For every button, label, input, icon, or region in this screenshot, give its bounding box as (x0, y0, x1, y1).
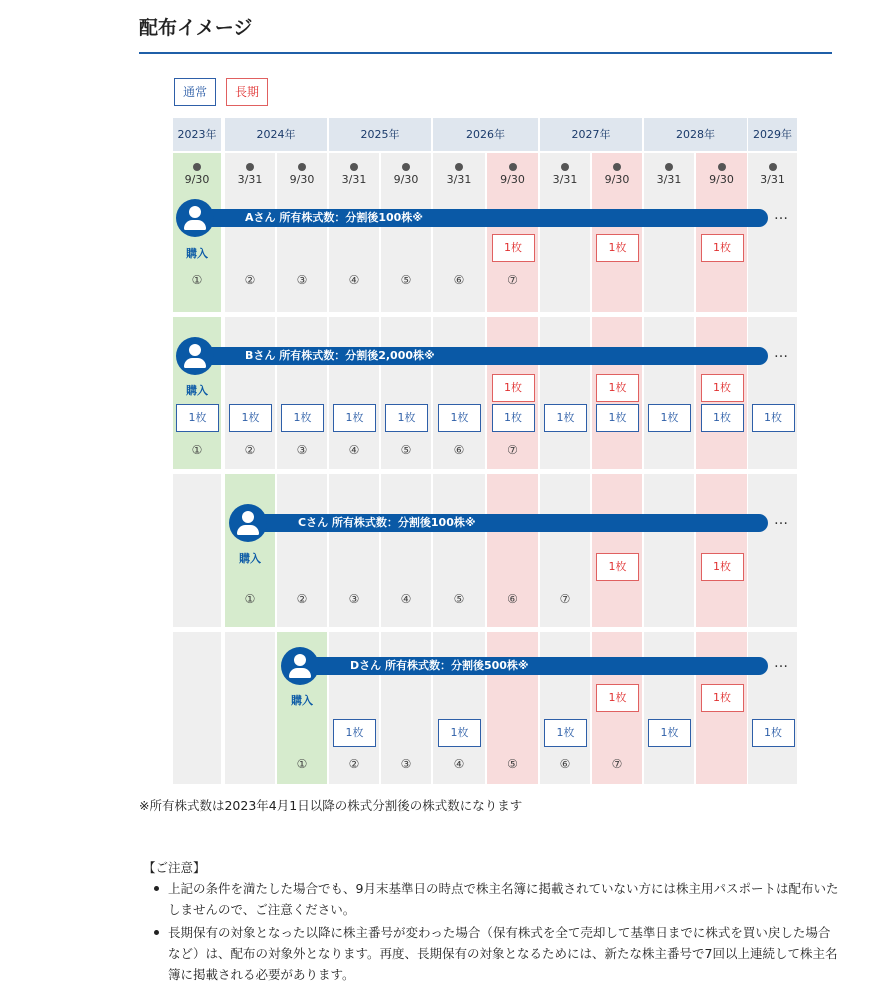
date-marker (433, 163, 485, 186)
ordinal-number: ⑤ (400, 443, 412, 457)
ordinal-number: ① (191, 273, 203, 287)
shareholder-label: Bさん 所有株式数：分割後2,000株※ (245, 349, 435, 362)
ordinal-number: ④ (348, 443, 360, 457)
grid-cell (173, 474, 221, 627)
date-marker (329, 163, 379, 186)
ordinal-number: ⑦ (507, 273, 518, 287)
ordinal-number: ⑤ (400, 273, 412, 287)
year-header: 2028年 (644, 118, 747, 151)
grid-cell (644, 474, 694, 627)
ordinal-number: ③ (400, 757, 412, 771)
date-label: 9/30 (289, 173, 315, 186)
grid-cell (173, 632, 221, 784)
purchase-label: 購入 (186, 384, 208, 397)
ordinal-number: ④ (348, 273, 360, 287)
ordinal-number: ⑦ (559, 592, 571, 606)
grid-cell (644, 317, 694, 469)
date-dot (509, 163, 517, 171)
date-dot (613, 163, 621, 171)
normal-ticket-badge: 1枚 (648, 404, 691, 432)
normal-ticket-badge: 1枚 (544, 719, 587, 747)
normal-ticket-badge: 1枚 (385, 404, 428, 432)
date-marker (381, 163, 431, 186)
ordinal-number: ⑤ (507, 757, 518, 771)
user-icon (176, 199, 214, 237)
ordinal-number: ② (348, 757, 360, 771)
long-term-ticket-badge: 1枚 (596, 234, 639, 262)
long-term-ticket-badge: 1枚 (701, 374, 744, 402)
date-dot (455, 163, 463, 171)
ordinal-number: ⑥ (453, 443, 465, 457)
normal-ticket-badge: 1枚 (333, 404, 376, 432)
date-dot (246, 163, 254, 171)
shareholder-bar (298, 657, 768, 675)
grid-cell (748, 317, 797, 469)
date-label: 3/31 (237, 173, 263, 186)
user-icon (281, 647, 319, 685)
grid-cell (225, 632, 275, 784)
user-icon-body (289, 668, 311, 678)
long-term-ticket-badge: 1枚 (596, 684, 639, 712)
year-header: 2024年 (225, 118, 327, 151)
user-icon-body (237, 525, 259, 535)
page-title: 配布イメージ (139, 17, 253, 39)
ordinal-number: ③ (296, 443, 308, 457)
year-header: 2029年 (748, 118, 797, 151)
date-marker (225, 163, 275, 186)
shareholder-bar (193, 347, 768, 365)
date-label: 9/30 (604, 173, 630, 186)
legend-normal: 通常 (174, 78, 216, 106)
ordinal-number: ③ (296, 273, 308, 287)
ordinal-number: ② (244, 273, 256, 287)
ordinal-number: ⑥ (507, 592, 518, 606)
notes-list (150, 878, 840, 987)
normal-ticket-badge: 1枚 (229, 404, 272, 432)
ordinal-number: ① (191, 443, 203, 457)
year-header: 2027年 (540, 118, 642, 151)
normal-ticket-badge: 1枚 (281, 404, 324, 432)
notes-title: 【ご注意】 (143, 860, 206, 875)
ordinal-number: ④ (453, 757, 465, 771)
date-dot (193, 163, 201, 171)
normal-ticket-badge: 1枚 (492, 404, 535, 432)
ordinal-number: ④ (400, 592, 412, 606)
normal-ticket-badge: 1枚 (701, 404, 744, 432)
purchase-label: 購入 (239, 552, 261, 565)
user-icon-body (184, 358, 206, 368)
date-dot (561, 163, 569, 171)
user-icon (229, 504, 267, 542)
ordinal-number: ⑥ (559, 757, 571, 771)
date-marker (487, 163, 538, 186)
date-dot (350, 163, 358, 171)
normal-ticket-badge: 1枚 (752, 719, 795, 747)
normal-ticket-badge: 1枚 (752, 404, 795, 432)
ordinal-number: ① (244, 592, 256, 606)
long-term-ticket-badge: 1枚 (596, 374, 639, 402)
date-dot (402, 163, 410, 171)
ordinal-number: ⑦ (507, 443, 518, 457)
ordinal-number: ⑤ (453, 592, 465, 606)
shareholder-label: Aさん 所有株式数：分割後100株※ (245, 211, 423, 224)
date-marker (277, 163, 327, 186)
footnote: ※所有株式数は2023年4月1日以降の株式分割後の株式数になります (139, 798, 523, 813)
long-term-ticket-badge: 1枚 (596, 553, 639, 581)
more-indicator: … (774, 345, 789, 361)
user-icon-head (242, 511, 254, 523)
grid-cell (748, 474, 797, 627)
note-item: 長期保有の対象となった以降に株主番号が変わった場合（保有株式を全て売却して基準日までに株式を買い戻した場合など）は、配布の対象外となります。再度、長期保有の対象となるためには、新たな株主番号で7回以上連続して株主名簿に掲載される必要があります。 (150, 922, 840, 985)
date-marker (644, 163, 694, 186)
purchase-label: 購入 (186, 247, 208, 260)
normal-ticket-badge: 1枚 (596, 404, 639, 432)
ordinal-number: ⑦ (611, 757, 623, 771)
grid-cell (592, 474, 642, 627)
date-label: 3/31 (552, 173, 578, 186)
date-marker (173, 163, 221, 186)
legend-long: 長期 (226, 78, 268, 106)
date-label: 3/31 (446, 173, 472, 186)
normal-ticket-badge: 1枚 (438, 719, 481, 747)
long-term-ticket-badge: 1枚 (701, 553, 744, 581)
date-dot (769, 163, 777, 171)
user-icon-head (294, 654, 306, 666)
normal-ticket-badge: 1枚 (544, 404, 587, 432)
date-label: 3/31 (656, 173, 682, 186)
date-dot (298, 163, 306, 171)
date-label: 9/30 (500, 173, 525, 186)
more-indicator: … (774, 512, 789, 528)
ordinal-number: ③ (348, 592, 360, 606)
grid-cell (748, 632, 797, 784)
grid-cell (696, 474, 747, 627)
ordinal-number: ① (296, 757, 308, 771)
date-dot (718, 163, 726, 171)
note-item: 上記の条件を満たした場合でも、9月末基準日の時点で株主名簿に掲載されていない方には株主用パスポートは配布いたしませんので、ご注意ください。 (150, 878, 840, 920)
date-marker (748, 163, 797, 186)
normal-ticket-badge: 1枚 (176, 404, 219, 432)
year-header: 2025年 (329, 118, 431, 151)
shareholder-label: Dさん 所有株式数：分割後500株※ (350, 659, 529, 672)
date-label: 9/30 (709, 173, 734, 186)
ordinal-number: ② (296, 592, 308, 606)
ordinal-number: ⑥ (453, 273, 465, 287)
date-label: 3/31 (760, 173, 785, 186)
long-term-ticket-badge: 1枚 (701, 684, 744, 712)
year-header: 2023年 (173, 118, 221, 151)
date-marker (540, 163, 590, 186)
date-dot (665, 163, 673, 171)
date-label: 9/30 (393, 173, 419, 186)
shareholder-bar (193, 209, 768, 227)
purchase-label: 購入 (291, 694, 313, 707)
normal-ticket-badge: 1枚 (438, 404, 481, 432)
grid-cell (540, 317, 590, 469)
long-term-ticket-badge: 1枚 (701, 234, 744, 262)
user-icon-head (189, 206, 201, 218)
date-label: 9/30 (184, 173, 210, 186)
long-term-ticket-badge: 1枚 (492, 374, 535, 402)
date-marker (592, 163, 642, 186)
normal-ticket-badge: 1枚 (648, 719, 691, 747)
ordinal-number: ② (244, 443, 256, 457)
normal-ticket-badge: 1枚 (333, 719, 376, 747)
shareholder-label: Cさん 所有株式数：分割後100株※ (298, 516, 476, 529)
long-term-ticket-badge: 1枚 (492, 234, 535, 262)
user-icon-head (189, 344, 201, 356)
shareholder-bar (246, 514, 768, 532)
date-marker (696, 163, 747, 186)
user-icon (176, 337, 214, 375)
year-header: 2026年 (433, 118, 538, 151)
grid-cell (644, 632, 694, 784)
more-indicator: … (774, 655, 789, 671)
more-indicator: … (774, 207, 789, 223)
user-icon-body (184, 220, 206, 230)
date-label: 3/31 (341, 173, 367, 186)
